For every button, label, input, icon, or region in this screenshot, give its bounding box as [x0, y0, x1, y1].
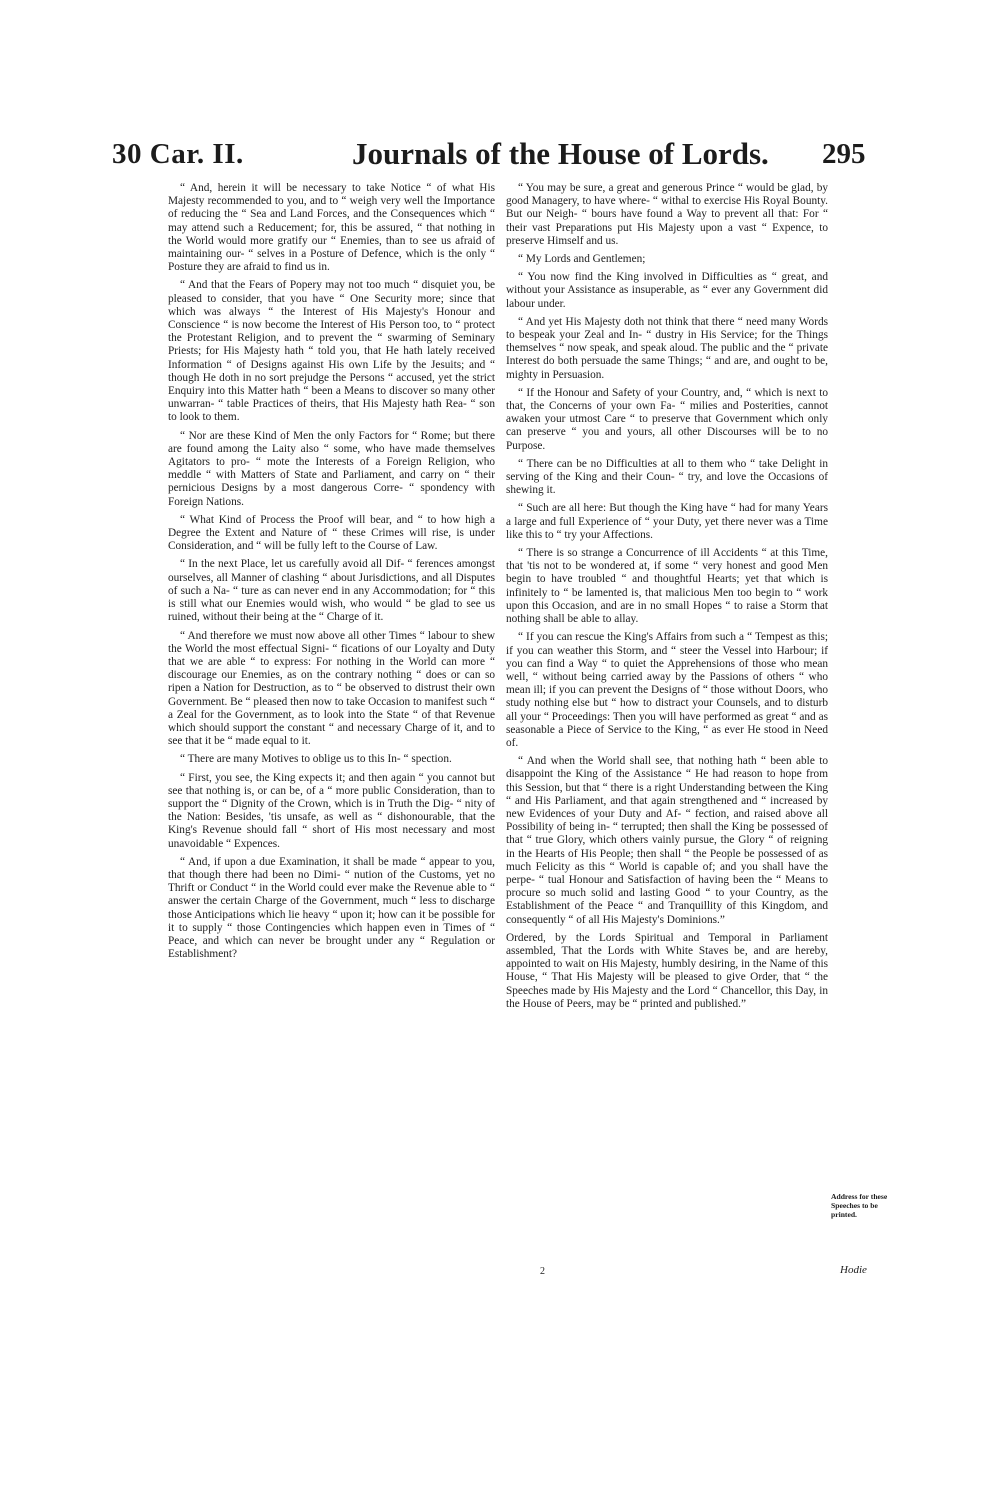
paragraph: “ My Lords and Gentlemen; — [518, 253, 646, 266]
right-column — [506, 182, 828, 1016]
running-head-title: Journals of the House of Lords. — [352, 136, 769, 171]
left-column — [168, 182, 495, 966]
paragraph: “ If you can rescue the King's Affairs from such a “ Tempest as this; if you can weather this Storm, and “ steer the Vessel into Harbour; if you can find a Way “ to quiet the Apprehensions of those who mean well, “ without being carried away by the Passions of others “ who mean ill; if you can prevent the Designs of “ those without Doors, who study nothing else but “ how to distract your Counsels, and to disturb all your “ Proceedings: Then you will have performed as great “ and as seasonable a Piece of Service to the King, “ as ever He stood in Need of. — [506, 631, 828, 749]
signature-mark: 2 — [540, 1266, 545, 1277]
paragraph: “ And when the World shall see, that nothing hath “ been able to disappoint the King of the Assistance “ He had reason to hope from this Session, but that “ there is a right Understanding between the King “ and His Parliament, and that again strengthened and “ increased by new Evidences of your Duty and Af- “ fection, and raised above all Possibility of being in- “ terrupted; then shall the King be possessed of that “ true Glory, which others vainly pursue, the Glory “ of reigning in the Hearts of His People; then shall “ the People be possessed of as much Felicity as this “ World is capable of; and you shall have the perpe- “ tual Honour and Satisfaction of having been the “ Means to procure so much solid and lasting Good “ to your Country, as the Establishment of the Peace “ and Tranquillity of this Kingdom, and consequently “ of all His Majesty's Dominions.” — [506, 755, 828, 926]
paragraph: “ There is so strange a Concurrence of ill Accidents “ at this Time, that 'tis not to be wondered at, if some “ very honest and good Men begin to have troubled “ and thoughtful Hearts; yet that which is infinitely to “ be lamented is, that malicious Men too begin to “ work upon this Occasion, and are in no small Hopes “ to raise a Storm that nothing shall be able to allay. — [506, 547, 828, 626]
running-head-left: 30 Car. II. — [112, 138, 244, 170]
paragraph: “ If the Honour and Safety of your Country, and, “ which is next to that, the Concerns of your own Fa- “ milies and Posterities, cannot awaken your utmost Care “ to preserve that Government which only can preserve “ you and yours, all other Discourses will be to no Purpose. — [506, 386, 828, 452]
paragraph: “ And that the Fears of Popery may not too much “ disquiet you, be pleased to consider, that you have “ One Security more; since that which was always “ the Interest of His Majesty's Honour and Conscience “ is now become the Interest of His Person too, to “ protect the Protestant Religion, and to prevent the “ swarming of Seminary Priests; for His Majesty hath “ told you, that He hath lately received Information “ of Designs against His own Life by the Jesuits; and “ though He doth in no sort prejudge the Persons “ accused, yet the strict Enquiry into this Matter hath “ been a Means to discover so many other unwarran- “ table Practices of theirs, that His Majesty hath Rea- “ son to look to them. — [168, 279, 495, 424]
paragraph: “ Such are all here: But though the King have “ had for many Years a large and full Experience of “ your Duty, yet there never was a Time like this to “ try your Affections. — [506, 502, 828, 541]
paragraph: “ First, you see, the King expects it; and then again “ you cannot but see that nothing is, or can be, of a “ more public Consideration, than to support the “ Dignity of the Crown, which is in Truth the Dig- “ nity of the Nation: Besides, 'tis unsafe, as well as “ dishonourable, that the King's Revenue should fall “ short of His most necessary and most unavoidable “ Expences. — [168, 771, 495, 850]
paragraph: “ In the next Place, let us carefully avoid all Dif- “ ferences amongst ourselves, all Manner of clashing “ about Jurisdictions, and all Disputes of such a Na- “ ture as can never end in any Accommodation; for “ this is still what our Enemies would wish, who would “ be glad to see us ruined, without their being at the “ Charge of it. — [168, 558, 495, 624]
paragraph: “ And yet His Majesty doth not think that there “ need many Words to bespeak your Zeal and In- “ dustry in His Service; for the Things themselves “ now speak, and speak aloud. The public and the “ private Interest do both persuade the same Things; “ and are, and ought to be, mighty in Persuasion. — [506, 315, 828, 381]
paragraph: “ There can be no Difficulties at all to them who “ take Delight in serving of the King and their Coun- “ try, and love the Occasions of shewing it. — [506, 457, 828, 497]
catchword: Hodie — [840, 1264, 867, 1276]
order-paragraph: Ordered, by the Lords Spiritual and Temporal in Parliament assembled, That the Lords with White Staves be, and are hereby, appointed to wait on His Majesty, humbly desiring, in the Name of this House, “ That His Majesty will be pleased to give Order, that “ the Speeches made by His Majesty and the Lord “ Chancellor, this Day, in the House of Peers, may be “ printed and published.” — [506, 931, 828, 1010]
paragraph: “ What Kind of Process the Proof will bear, and “ to how high a Degree the Extent and Nature of “ these Crimes will rise, is under Consideration, and “ will be fully left to the Course of Law. — [168, 513, 495, 553]
paragraph: “ And, herein it will be necessary to take Notice “ of what His Majesty recommended to you, and to “ weigh very well the Importance of reducing the “ Sea and Land Forces, and the Consequences which “ may attend such a Reducement; for, this be assured, “ that nothing in the World would more gratify our “ Enemies, than to see us afraid of maintaining our- “ selves in a Posture of Defence, which is the only “ Posture they are afraid to find us in. — [168, 182, 495, 274]
paragraph: “ You may be sure, a great and generous Prince “ would be glad, by good Managery, to have where- “ withal to exercise His Royal Bounty. But our Neigh- “ bours have found a Way to prevent all that: For “ their vast Preparations put His Majesty upon a vast “ Expence, to preserve Himself and us. — [506, 182, 828, 247]
margin-note: Address for these Speeches to be printed. — [831, 1192, 888, 1219]
page-number: 295 — [822, 138, 866, 170]
paragraph: “ And, if upon a due Examination, it shall be made “ appear to you, that though there had been no Dimi- “ nution of the Customs, yet no Thrift or Conduct “ in the World could ever make the Revenue able to “ answer the certain Charge of the Government, much “ less to discharge those Anticipations which lie heavy “ upon it; how can it be possible for it to supply “ those Contingencies which happen even in Times of “ Peace, and which can never be brought under any “ Regulation or Establishment? — [168, 855, 495, 961]
paragraph: “ And therefore we must now above all other Times “ labour to shew the World the most effectual Signi- “ fications of our Loyalty and Duty that we are able “ to express: For nothing in the World can more “ discourage our Enemies, as on the contrary nothing “ does or can so ripen a Nation for Destruction, as to “ be observed to distrust their own Government. Be “ pleased then now to take Occasion to manifest such “ a Zeal for the Government, as to look into the State “ of that Revenue which should support the constant “ and necessary Charge of it, and to see that it be “ made equal to it. — [168, 629, 495, 748]
paragraph: “ You now find the King involved in Difficulties as “ great, and without your Assistance as insuperable, as “ ever any Government did labour under. — [506, 271, 828, 310]
paragraph: “ There are many Motives to oblige us to this In- “ spection. — [180, 753, 452, 766]
paragraph: “ Nor are these Kind of Men the only Factors for “ Rome; but there are found among the Laity also “ some, who have made themselves Agitators to pro- “ mote the Interests of a Foreign Religion, who meddle “ with Matters of State and Parliament, and carry on “ their pernicious Designs by a most dangerous Corre- “ spondency with Foreign Nations. — [168, 429, 495, 508]
